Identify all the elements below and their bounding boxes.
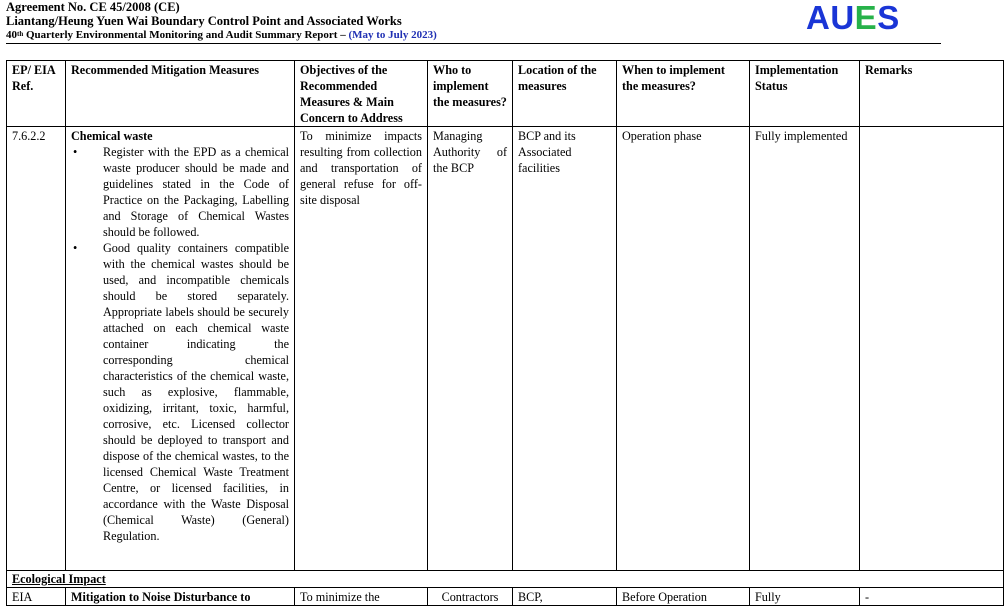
measure-cell <box>66 127 295 571</box>
section-title: Ecological Impact <box>7 571 1004 588</box>
ref-cell: 7.6.2.2 <box>7 127 66 571</box>
objective-cell: To minimize the <box>295 588 428 606</box>
report-period: (May to July 2023) <box>348 29 437 41</box>
status-cell: Fully implemented <box>750 127 860 571</box>
status-cell: Fully <box>750 588 860 606</box>
list-item: • Good quality containers compatible with the chemical wastes should be used, and incompatible chemicals should be stored separately. Appropriate labels should be securely attached on each chemical waste container indicating the corresponding chemical characteristics of the chemical waste, such as explosive, flammable, oxidizing, irritant, toxic, harmful, corrosive, etc. Licensed collector should be deployed to transport and dispose of the chemical wastes, to the licensed Chemical Waste Treatment Centre, or licensed facilities, in accordance with the Waste Disposal (Chemical Waste) (General) Regulation. <box>103 240 289 544</box>
when-cell: Before Operation <box>617 588 750 606</box>
column-header: EP/ EIA Ref. <box>7 61 66 127</box>
document-header <box>6 0 437 42</box>
column-header: Objectives of the Recommended Measures & Main Concern to Address <box>295 61 428 127</box>
report-title: Quarterly Environmental Monitoring and Audit Summary Report – <box>23 29 349 41</box>
column-header: Remarks <box>860 61 1004 127</box>
remarks-cell <box>860 127 1004 571</box>
remarks-cell: - <box>860 588 1004 606</box>
ref-cell: EIA <box>7 588 66 606</box>
report-ordinal-suffix: th <box>17 30 24 38</box>
list-item: • Register with the EPD as a chemical waste producer should be made and guidelines stated in the Code of Practice on the Packaging, Labelling and Storage of Chemical Wastes should be followed. <box>103 144 289 240</box>
who-cell: Contractors <box>428 588 513 606</box>
mitigation-measures-table <box>6 60 1004 606</box>
column-header: Who to implement the measures? <box>428 61 513 127</box>
column-header: Implementation Status <box>750 61 860 127</box>
section-row <box>7 571 1004 588</box>
table-row <box>7 588 1004 606</box>
objective-cell: To minimize impacts resulting from collection and transportation of general refuse for off-site disposal <box>295 127 428 571</box>
who-cell: Managing Authority of the BCP <box>428 127 513 571</box>
column-header: Recommended Mitigation Measures <box>66 61 295 127</box>
report-ordinal: 40 <box>6 29 17 41</box>
table-header-row <box>7 61 1004 127</box>
measure-list <box>71 144 289 544</box>
report-title-line <box>6 28 437 42</box>
location-cell: BCP, <box>513 588 617 606</box>
aues-logo: AUES <box>806 0 900 36</box>
measure-title: Mitigation to Noise Disturbance to <box>66 588 295 606</box>
location-cell: BCP and its Associated facilities <box>513 127 617 571</box>
when-cell: Operation phase <box>617 127 750 571</box>
table-row <box>7 127 1004 571</box>
column-header: When to implement the measures? <box>617 61 750 127</box>
project-title: Liantang/Heung Yuen Wai Boundary Control Point and Associated Works <box>6 14 402 28</box>
agreement-number: Agreement No. CE 45/2008 (CE) <box>6 0 180 14</box>
measure-title: Chemical waste <box>71 129 153 143</box>
header-divider <box>6 43 941 44</box>
column-header: Location of the measures <box>513 61 617 127</box>
